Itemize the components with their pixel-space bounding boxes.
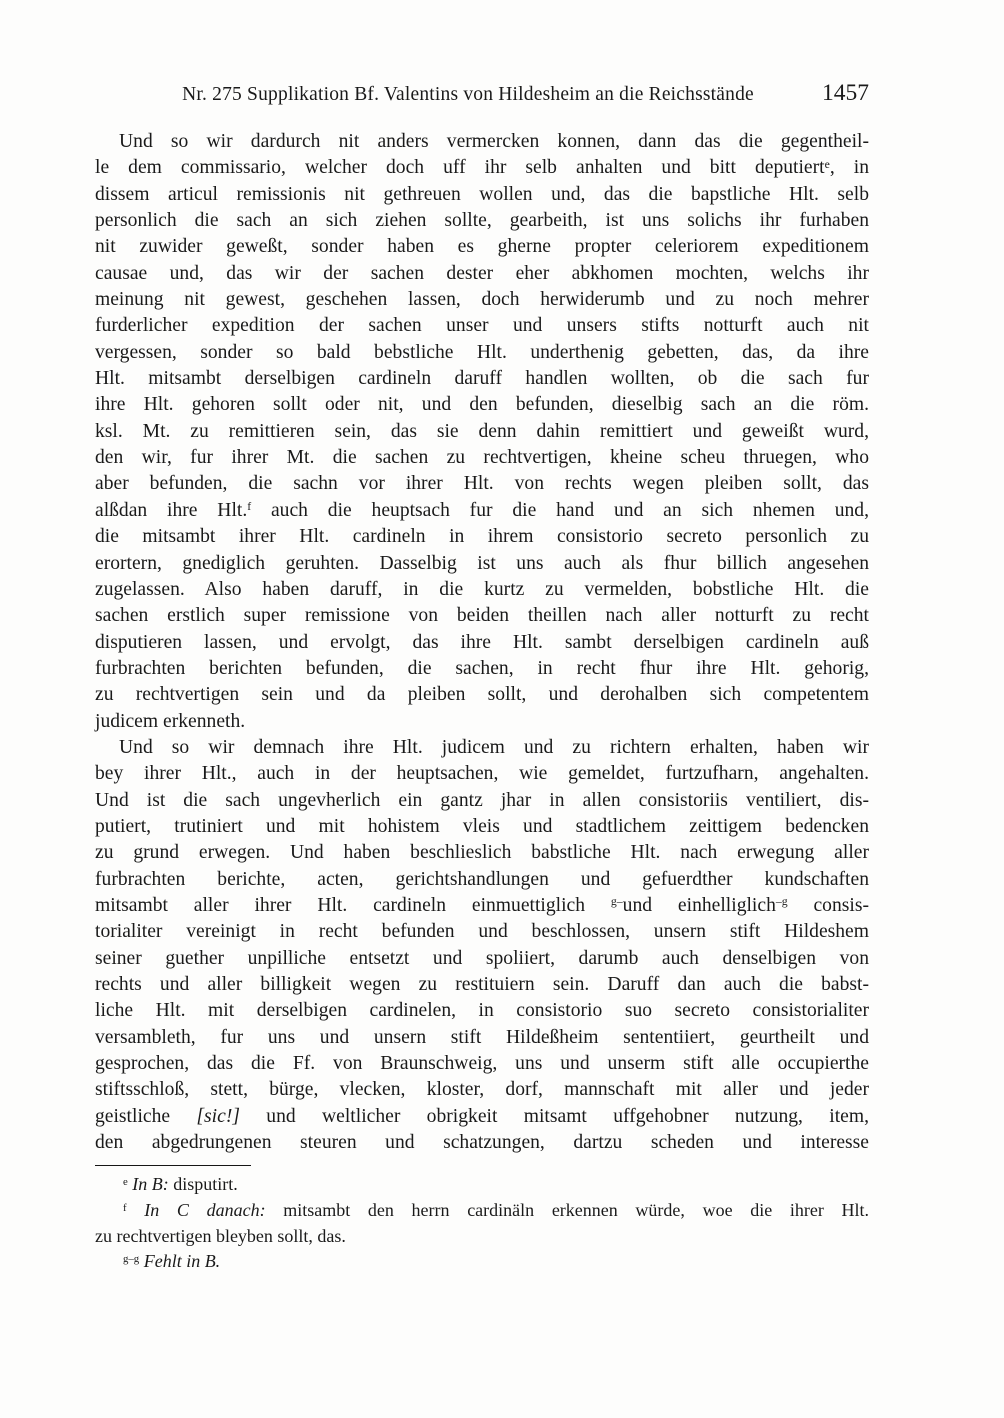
text-line: liche Hlt. mit derselbigen cardinelen, in consistorio suo secreto consistorialiter [95, 1000, 869, 1022]
type-area [95, 82, 869, 1275]
footnote-marker: e [123, 1176, 128, 1189]
text-line: ihre Hlt. gehoren sollt oder nit, und den befunden, dieselbig sach an die röm. [95, 394, 869, 416]
text-line: seiner guether unpilliche entsetzt und spoliiert, darumb auch denselbigen von [95, 947, 869, 969]
text-line: ksl. Mt. zu remittieren sein, das sie denn dahin remittiert und geweißt wurd, [95, 420, 869, 442]
text-line: erortern, gnediglich geruhten. Dasselbig ist uns auch als fhur billich angesehen [95, 552, 869, 574]
text-line: zu grund erwegen. Und haben beschlieslich babstliche Hlt. nach erwegung aller [95, 842, 869, 864]
text-line: furderlicher expedition der sachen unser und unsers stifts notturft auch nit [95, 315, 869, 337]
footnote-marker: f [247, 500, 252, 514]
text-line: rechts und aller billigkeit wegen zu restituiern sein. Daruff dan auch die babst- [95, 974, 869, 995]
text-line: zu rechtvertigen sein und da pleiben sollt, und derohalben sich competentem [95, 684, 869, 706]
body-text [95, 129, 869, 1156]
text-line: furbrachten berichte, acten, gerichtshandlungen und gefuerdther kundschaften [95, 868, 869, 890]
page-number: 1457 [822, 80, 869, 106]
text-line: dissem articul remissionis nit gethreuen wollen und, das die bapstliche Hlt. selb [95, 183, 869, 205]
emphasis-text: Fehlt in B. [143, 1251, 221, 1272]
footnote-marker: g–g [123, 1253, 140, 1266]
text-line: personlich die sach an sich ziehen sollte, gearbeith, ist uns solichs ihr furhaben [95, 210, 869, 232]
footnote-line [95, 1198, 869, 1224]
footnote [95, 1198, 869, 1249]
footnotes [95, 1172, 869, 1274]
text-segment: mitsambt den herrn cardinäln erkennen würde, woe die ihrer Hlt. [265, 1200, 870, 1220]
text-line: den wir, fur ihrer Mt. die sachen zu rechtvertigen, kheine scheu thruegen, who [95, 447, 869, 469]
text-line: gesprochen, das die Ff. von Braunschweig, uns und unserm stift alle occupierthe [95, 1053, 869, 1075]
page-header [95, 82, 869, 110]
paragraph [95, 735, 869, 1157]
text-line: le dem commissario, welcher doch uff ihr selb anhalten und bitt deputiert$^e$, in [95, 157, 869, 179]
text-line: die mitsambt ihrer Hlt. cardineln in ihrem consistorio secreto personlich zu [95, 526, 869, 548]
footnote [95, 1249, 869, 1275]
text-line: aber befunden, die sachn vor ihrer Hlt. von rechts wegen pleiben sollt, das [95, 473, 869, 495]
emphasis-text: [sic!] [196, 1105, 240, 1127]
text-segment [127, 1200, 145, 1220]
text-line: Und so wir demnach ihre Hlt. judicem und zu richtern erhalten, haben wir [119, 736, 869, 758]
footnote-separator [95, 1165, 251, 1166]
text-line: mitsambt aller ihrer Hlt. cardineln einmuettiglich $^{g-}$und einhelliglich$^{-g}$ consis- [95, 894, 869, 916]
text-line: putiert, trutiniert und mit hohistem vleis und stadtlichem zeittigem bedencken [95, 815, 869, 837]
text-line: Und so wir dardurch nit anders vermercken konnen, dann das die gegentheil- [119, 131, 869, 152]
footnote-marker: e [824, 157, 830, 171]
text-line: versambleth, fur uns und unsern stift Hildeßheim sententiiert, geurtheilt und [95, 1026, 869, 1048]
text-line: vergessen, sonder so bald bebstliche Hlt. underthenig gebetten, das, da ihre [95, 341, 869, 363]
text-segment: zu rechtvertigen bleyben sollt, das. [95, 1225, 346, 1246]
paragraph [95, 129, 869, 735]
footnote [95, 1172, 869, 1198]
text-line: nit zuwider geweßt, sonder haben es gherne propter celeriorem expeditionem [95, 236, 869, 258]
text-line: den abgedrungenen steuren und schatzungen, dartzu scheden und interesse [95, 1132, 869, 1154]
text-line: stiftsschloß, stett, bürge, vlecken, kloster, dorf, mannschaft mit aller und jeder [95, 1079, 869, 1101]
footnote-line [95, 1224, 869, 1250]
footnote-marker: g– [610, 895, 623, 909]
text-line: alßdan ihre Hlt.$^f$ auch die heuptsach fur die hand und an sich nhemen und, [95, 499, 869, 521]
text-line: Und ist die sach ungevherlich ein gantz jhar in allen consistoriis ventiliert, dis- [95, 789, 869, 811]
text-line: disputieren lassen, und ervolgt, das ihre Hlt. sambt derselbigen cardineln auß [95, 631, 869, 653]
text-line: meinung nit gewest, geschehen lassen, doch herwiderumb und zu noch mehrer [95, 289, 869, 311]
running-head: Nr. 275 Supplikation Bf. Valentins von Hildesheim an die Reichsstände [182, 84, 754, 105]
text-line: furbrachten berichten befunden, die sachen, in recht fhur ihre Hlt. gehorig, [95, 657, 869, 679]
text-line: Hlt. mitsambt derselbigen cardineln daruff handlen wollten, ob die sach fur [95, 368, 869, 390]
emphasis-text: In B: [132, 1174, 169, 1195]
text-line: geistliche [sic!] und weltlicher obrigkeit mitsamt uffgehobner nutzung, item, [95, 1105, 869, 1127]
text-line: judicem erkenneth. [95, 710, 246, 732]
footnote-marker: f [123, 1201, 127, 1214]
text-line: torialiter vereinigt in recht befunden und beschlossen, unsern stift Hildeshem [95, 921, 869, 943]
footnote-line [95, 1172, 869, 1198]
text-segment: disputirt. [168, 1174, 238, 1195]
footnote-marker: –g [775, 895, 788, 909]
footnote-line [95, 1249, 869, 1275]
emphasis-text: In C danach: [144, 1200, 266, 1220]
text-line: sachen erstlich super remissione von beiden theillen nach aller notturft zu recht [95, 605, 869, 627]
text-line: bey ihrer Hlt., auch in der heuptsachen, wie gemeldet, furtzufharn, angehalten. [95, 763, 869, 785]
text-line: zugelassen. Also haben daruff, in die kurtz zu vermelden, bobstliche Hlt. die [95, 578, 869, 600]
text-line: causae und, das wir der sachen dester eher abkhomen mochten, welchs ihr [95, 262, 869, 284]
